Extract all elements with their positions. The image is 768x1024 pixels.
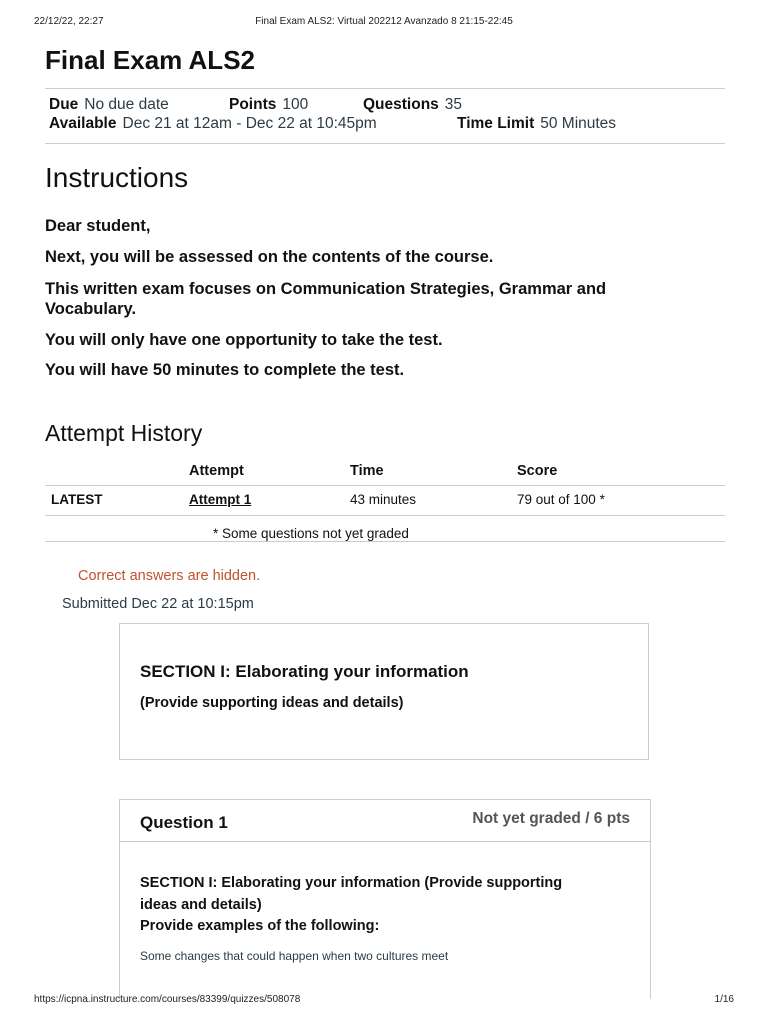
question-example: Some changes that could happen when two cultures meet xyxy=(140,949,449,963)
attempt-link[interactable]: Attempt 1 xyxy=(189,492,252,507)
question-header xyxy=(120,800,650,842)
instruction-paragraph: You will only have one opportunity to take the test. xyxy=(45,331,443,349)
instruction-paragraph: This written exam focuses on Communication Strategies, Grammar and Vocabulary. xyxy=(45,280,607,318)
attempt-score: 79 out of 100 * xyxy=(517,492,605,507)
time-limit-label: Time Limit xyxy=(457,115,535,132)
table-divider xyxy=(45,485,725,486)
column-header-score: Score xyxy=(517,463,558,479)
questions-label: Questions xyxy=(363,96,439,113)
question-text: ideas and details) xyxy=(140,897,262,913)
instruction-paragraph: Next, you will be assessed on the contents of the course. xyxy=(45,248,494,266)
table-divider xyxy=(45,515,725,516)
attempt-history-heading: Attempt History xyxy=(45,420,203,446)
question-text: SECTION I: Elaborating your information (Provide supporting xyxy=(140,875,563,891)
available-value: Dec 21 at 12am - Dec 22 at 10:45pm xyxy=(122,115,377,132)
section-intro-box xyxy=(119,623,649,760)
print-datetime: 22/12/22, 22:27 xyxy=(34,16,104,27)
question-points: Not yet graded / 6 pts xyxy=(472,810,630,827)
due-label: Due xyxy=(49,96,79,113)
questions-value: 35 xyxy=(444,96,463,113)
print-doc-title: Final Exam ALS2: Virtual 202212 Avanzado 8 21:15-22:45 xyxy=(255,16,513,27)
table-divider xyxy=(45,541,725,542)
available-info xyxy=(49,115,377,133)
answers-hidden-note: Correct answers are hidden. xyxy=(78,568,261,584)
print-url: https://icpna.instructure.com/courses/83399/quizzes/508078 xyxy=(34,994,301,1005)
points-value: 100 xyxy=(282,96,309,113)
points-label: Points xyxy=(229,96,277,113)
grading-note: * Some questions not yet graded xyxy=(213,526,409,541)
section-title: SECTION I: Elaborating your information xyxy=(140,662,469,681)
due-info xyxy=(49,96,169,114)
instructions-heading: Instructions xyxy=(45,162,189,193)
column-header-time: Time xyxy=(350,463,384,479)
time-limit-value: 50 Minutes xyxy=(540,115,617,132)
time-limit-info xyxy=(457,115,616,133)
submitted-info: Submitted Dec 22 at 10:15pm xyxy=(62,596,254,612)
latest-tag: LATEST xyxy=(51,492,103,507)
divider xyxy=(45,88,725,89)
print-page-number: 1/16 xyxy=(714,994,734,1005)
divider xyxy=(45,143,725,144)
column-header-attempt: Attempt xyxy=(189,463,244,479)
due-value: No due date xyxy=(84,96,169,113)
question-title: Question 1 xyxy=(140,813,228,832)
section-subtitle: (Provide supporting ideas and details) xyxy=(140,695,404,711)
instruction-paragraph: Dear student, xyxy=(45,217,151,235)
questions-info xyxy=(363,96,462,114)
question-prompt: Provide examples of the following: xyxy=(140,918,380,934)
page-title: Final Exam ALS2 xyxy=(45,45,255,75)
attempt-time: 43 minutes xyxy=(350,492,417,507)
question-card xyxy=(119,799,651,999)
points-info xyxy=(229,96,308,114)
instruction-paragraph: You will have 50 minutes to complete the test. xyxy=(45,361,405,379)
available-label: Available xyxy=(49,115,117,132)
